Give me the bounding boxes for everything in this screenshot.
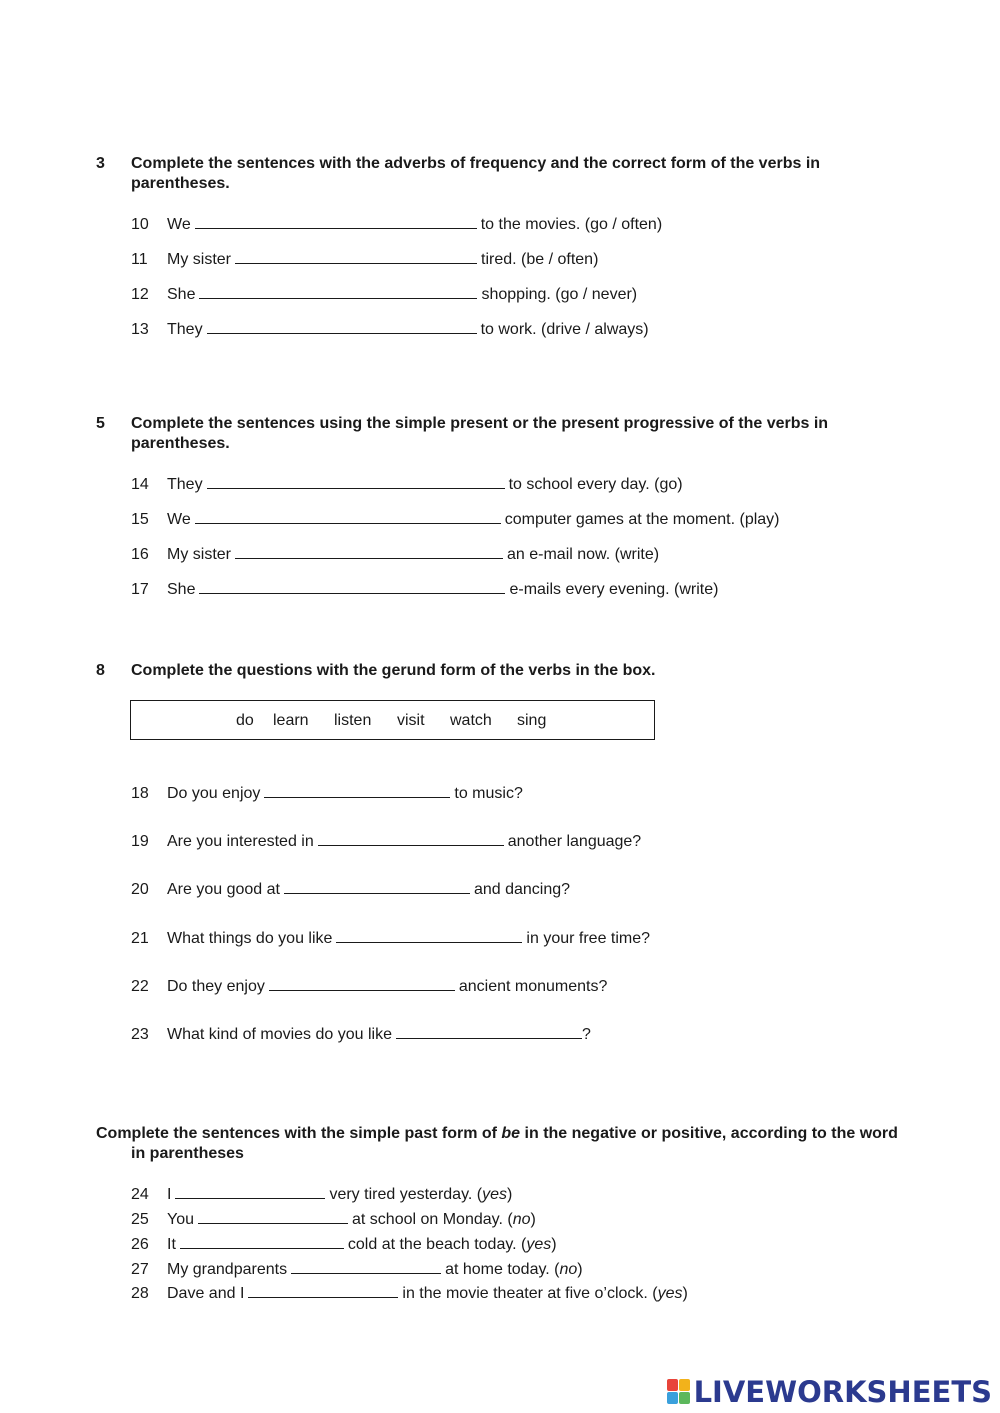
logo-text: LIVEWORKSHEETS — [693, 1375, 992, 1409]
exercise-item: 14 They to school every day. (go) — [131, 476, 683, 493]
exercise-item: 22 Do they enjoy ancient monuments? — [131, 978, 608, 995]
word-box-item: listen — [334, 712, 372, 729]
exercise-item: 27 My grandparents at home today. (no) — [131, 1261, 583, 1278]
section-5 — [0, 414, 1000, 454]
section-number: 5 — [96, 415, 105, 432]
answer-blank[interactable] — [269, 976, 455, 991]
answer-blank[interactable] — [318, 831, 504, 846]
section-past-be — [0, 1124, 1000, 1164]
section-5-instruction — [0, 414, 881, 454]
answer-blank[interactable] — [336, 928, 522, 943]
liveworksheets-logo — [667, 1377, 992, 1407]
answer-blank[interactable] — [264, 783, 450, 798]
exercise-item: 23 What kind of movies do you like ? — [131, 1026, 591, 1043]
answer-blank[interactable] — [396, 1024, 582, 1039]
instruction-text: Complete the sentences using the simple present or the present progressive of the verbs in parentheses. — [131, 415, 829, 452]
answer-blank[interactable] — [195, 214, 477, 229]
section-past-be-instruction: Complete the sentences with the simple past form of be in the negative or positive, according to the word in parentheses — [96, 1125, 898, 1162]
section-number: 3 — [96, 155, 105, 172]
section-3 — [0, 154, 1000, 194]
exercise-item: 15 We computer games at the moment. (play) — [131, 511, 780, 528]
exercise-item: 25 You at school on Monday. (no) — [131, 1211, 536, 1228]
word-box-item: watch — [450, 712, 492, 729]
answer-blank[interactable] — [235, 249, 477, 264]
exercise-item: 20 Are you good at and dancing? — [131, 881, 571, 898]
instruction-text: Complete the sentences with the adverbs of frequency and the correct form of the verbs in parentheses. — [131, 155, 821, 192]
exercise-item: 13 They to work. (drive / always) — [131, 321, 649, 338]
answer-blank[interactable] — [195, 509, 501, 524]
logo-icon — [667, 1379, 691, 1405]
exercise-item: 18 Do you enjoy to music? — [131, 785, 523, 802]
answer-blank[interactable] — [175, 1184, 325, 1199]
word-box-item: visit — [397, 712, 425, 729]
answer-blank[interactable] — [248, 1283, 398, 1298]
exercise-item: 28 Dave and I in the movie theater at five o’clock. (yes) — [131, 1285, 688, 1302]
exercise-item: 19 Are you interested in another language? — [131, 833, 642, 850]
exercise-item: 11 My sister tired. (be / often) — [131, 251, 599, 268]
exercise-item: 10 We to the movies. (go / often) — [131, 216, 663, 233]
exercise-item: 21 What things do you like in your free time? — [131, 930, 651, 947]
word-box — [130, 700, 655, 740]
exercise-item: 24 I very tired yesterday. (yes) — [131, 1186, 513, 1203]
answer-blank[interactable] — [291, 1259, 441, 1274]
word-box-item: sing — [517, 712, 547, 729]
answer-blank[interactable] — [284, 879, 470, 894]
word-box-item: learn — [273, 712, 309, 729]
answer-blank[interactable] — [235, 544, 503, 559]
answer-blank[interactable] — [207, 319, 477, 334]
instruction-text: Complete the questions with the gerund form of the verbs in the box. — [131, 662, 656, 679]
answer-blank[interactable] — [199, 284, 477, 299]
exercise-item: 16 My sister an e-mail now. (write) — [131, 546, 660, 563]
section-3-instruction — [0, 154, 881, 194]
answer-blank[interactable] — [199, 579, 505, 594]
exercise-item: 26 It cold at the beach today. (yes) — [131, 1236, 557, 1253]
section-8 — [0, 661, 1000, 681]
exercise-item: 12 She shopping. (go / never) — [131, 286, 638, 303]
answer-blank[interactable] — [198, 1209, 348, 1224]
section-8-instruction — [0, 661, 881, 681]
answer-blank[interactable] — [207, 474, 505, 489]
word-box-item: do — [236, 712, 254, 729]
section-number: 8 — [96, 662, 105, 679]
exercise-item: 17 She e-mails every evening. (write) — [131, 581, 719, 598]
answer-blank[interactable] — [180, 1234, 344, 1249]
